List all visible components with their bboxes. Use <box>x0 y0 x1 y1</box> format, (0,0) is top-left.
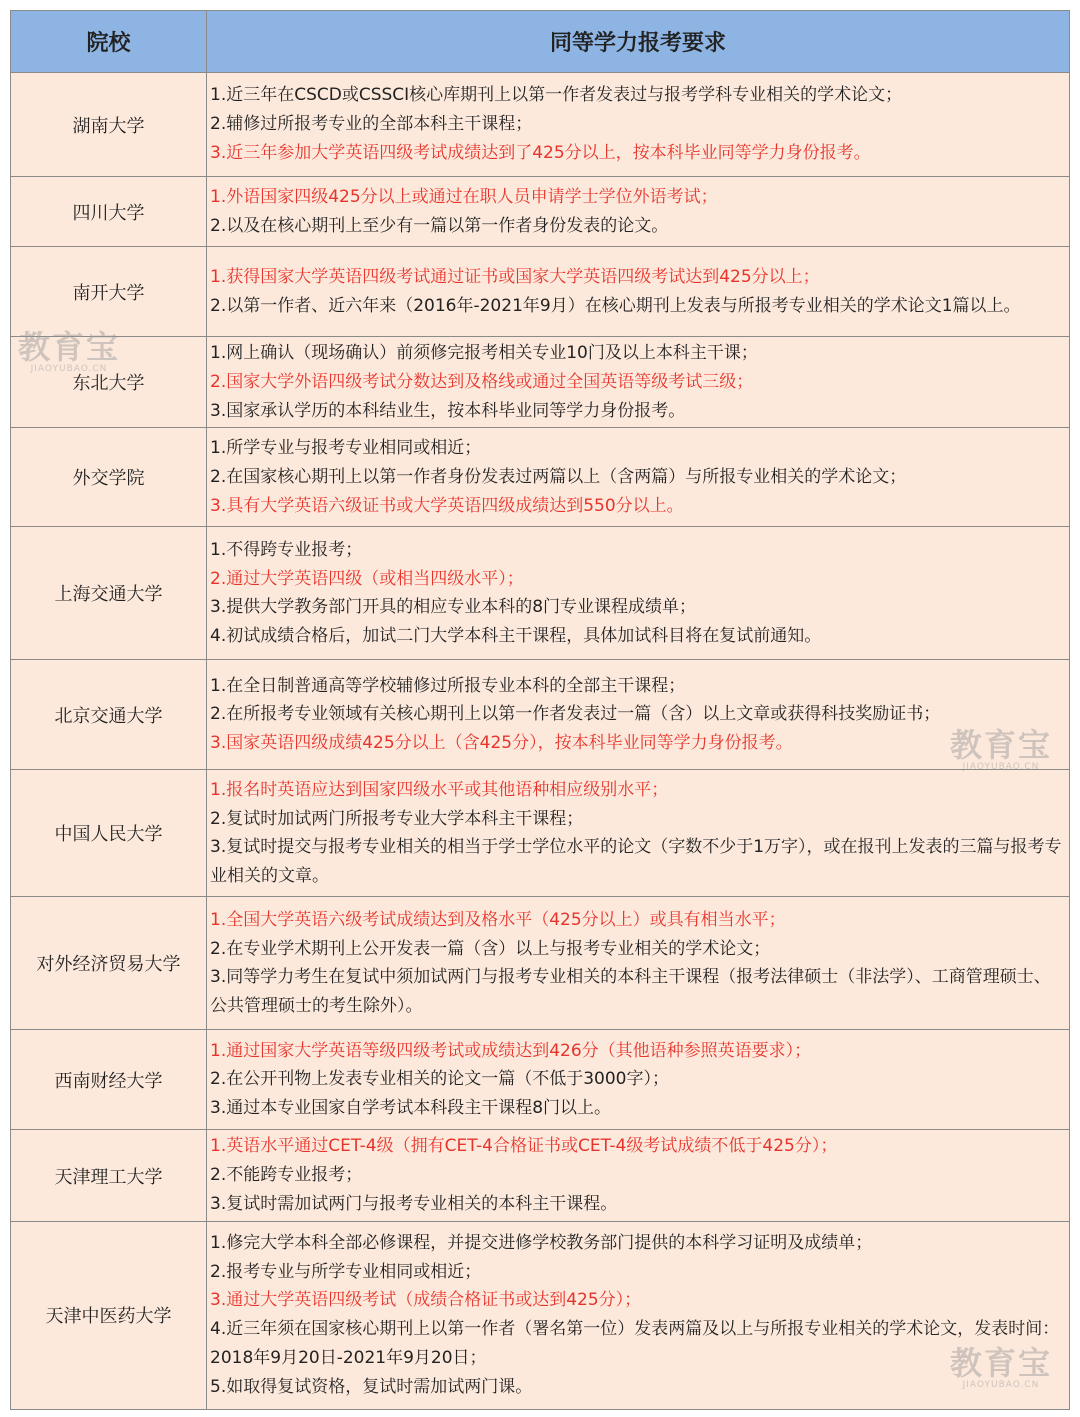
requirement-line: 1.不得跨专业报考； <box>210 539 363 560</box>
watermark-url: JIAOYUBAO.CN <box>962 762 1040 772</box>
school-name: 湖南大学 <box>11 73 207 177</box>
requirement-line: 5.如取得复试资格，复试时需加试两门课。 <box>210 1376 533 1397</box>
requirement-line-highlighted: 3.近三年参加大学英语四级考试成绩达到了425分以上，按本科毕业同等学力身份报考。 <box>210 142 871 163</box>
requirement-line-highlighted: 3.通过大学英语四级考试（成绩合格证书或达到425分）； <box>210 1290 642 1311</box>
table-row <box>11 527 1070 660</box>
requirement-cell <box>207 660 1070 770</box>
requirement-line: 1.所学专业与报考专业相同或相近； <box>210 438 482 459</box>
requirement-line: 2.报考专业与所学专业相同或相近； <box>210 1261 482 1282</box>
table-row <box>11 897 1070 1030</box>
requirements-table-wrapper <box>10 10 1070 1410</box>
requirement-line-highlighted: 1.获得国家大学英语四级考试通过证书或国家大学英语四级考试达到425分以上； <box>210 266 820 287</box>
requirement-line: 2.以第一作者、近六年来（2016年-2021年9月）在核心期刊上发表与所报考专业相关的学术论文1篇以上。 <box>210 295 1021 316</box>
header-requirement: 同等学力报考要求 <box>207 11 1070 73</box>
watermark-text: 教育宝 <box>950 726 1053 764</box>
requirement-cell <box>207 527 1070 660</box>
requirement-cell <box>207 337 1070 428</box>
watermark-text: 教育宝 <box>950 1344 1053 1382</box>
requirement-line: 1.在全日制普通高等学校辅修过所报专业本科的全部主干课程； <box>210 675 686 696</box>
requirement-line: 4.初试成绩合格后，加试二门大学本科主干课程，具体加试科目将在复试前通知。 <box>210 626 822 647</box>
requirement-line-highlighted: 3.具有大学英语六级证书或大学英语四级成绩达到550分以上。 <box>210 495 684 516</box>
school-name: 北京交通大学 <box>11 660 207 770</box>
watermark-url: JIAOYUBAO.CN <box>962 1380 1040 1390</box>
table-row <box>11 337 1070 428</box>
requirement-cell <box>207 428 1070 527</box>
requirement-line: 2.复试时加试两门所报考专业大学本科主干课程； <box>210 808 584 829</box>
table-row <box>11 660 1070 770</box>
requirement-line-highlighted: 3.国家英语四级成绩425分以上（含425分），按本科毕业同等学力身份报考。 <box>210 733 793 754</box>
requirement-line: 3.通过本专业国家自学考试本科段主干课程8门以上。 <box>210 1098 612 1119</box>
requirement-line: 1.修完大学本科全部必修课程，并提交进修学校教务部门提供的本科学习证明及成绩单； <box>210 1232 873 1253</box>
requirement-cell <box>207 1130 1070 1221</box>
requirement-cell <box>207 177 1070 247</box>
school-name: 上海交通大学 <box>11 527 207 660</box>
school-name: 四川大学 <box>11 177 207 247</box>
school-name: 外交学院 <box>11 428 207 527</box>
requirement-line: 2.以及在核心期刊上至少有一篇以第一作者身份发表的论文。 <box>210 215 669 236</box>
requirement-line: 4.近三年须在国家核心期刊上以第一作者（署名第一位）发表两篇及以上与所报专业相关的学术论文，发表时间：2018年9月20日-2021年9月20日； <box>210 1319 1060 1369</box>
requirement-line: 2.在公开刊物上发表专业相关的论文一篇（不低于3000字）； <box>210 1069 669 1090</box>
table-row <box>11 73 1070 177</box>
requirement-line-highlighted: 2.国家大学外语四级考试分数达到及格线或通过全国英语等级考试三级； <box>210 371 754 392</box>
requirement-line: 1.近三年在CSCD或CSSCI核心库期刊上以第一作者发表过与报考学科专业相关的学术论文； <box>210 85 903 106</box>
school-name: 天津中医药大学 <box>11 1221 207 1409</box>
school-name: 西南财经大学 <box>11 1030 207 1130</box>
table-row <box>11 1130 1070 1221</box>
requirement-line: 3.复试时提交与报考专业相关的相当于学士学位水平的论文（字数不少于1万字），或在报刊上发表的三篇与报考专业相关的文章。 <box>210 837 1062 887</box>
requirement-line: 3.国家承认学历的本科结业生，按本科毕业同等学力身份报考。 <box>210 400 686 421</box>
requirement-line: 2.在专业学术期刊上公开发表一篇（含）以上与报考专业相关的学术论文； <box>210 938 771 959</box>
school-name: 天津理工大学 <box>11 1130 207 1221</box>
requirement-line: 1.网上确认（现场确认）前须修完报考相关专业10门及以上本科主干课； <box>210 343 758 363</box>
requirement-line: 3.提供大学教务部门开具的相应专业本科的8门专业课程成绩单； <box>210 597 697 618</box>
requirement-cell <box>207 73 1070 177</box>
requirement-line-highlighted: 1.报名时英语应达到国家四级水平或其他语种相应级别水平； <box>210 779 669 800</box>
requirement-cell <box>207 247 1070 337</box>
requirement-line: 3.同等学力考生在复试中须加试两门与报考专业相关的本科主干课程（报考法律硕士（非法学）、工商管理硕士、公共管理硕士的考生除外）。 <box>210 967 1051 1017</box>
table-row <box>11 1221 1070 1409</box>
requirement-line: 2.辅修过所报考专业的全部本科主干课程； <box>210 114 533 135</box>
table-row <box>11 177 1070 247</box>
school-name: 南开大学 <box>11 247 207 337</box>
watermark-text: 教育宝 <box>18 328 121 366</box>
table-row <box>11 428 1070 527</box>
requirement-line: 3.复试时需加试两门与报考专业相关的本科主干课程。 <box>210 1193 618 1214</box>
requirement-line-highlighted: 1.外语国家四级425分以上或通过在职人员申请学士学位外语考试； <box>210 186 718 207</box>
requirement-line-highlighted: 1.通过国家大学英语等级四级考试或成绩达到426分（其他语种参照英语要求）； <box>210 1040 812 1061</box>
school-name: 中国人民大学 <box>11 770 207 897</box>
requirement-cell <box>207 1030 1070 1130</box>
requirement-cell <box>207 770 1070 897</box>
requirement-line: 2.在国家核心期刊上以第一作者身份发表过两篇以上（含两篇）与所报专业相关的学术论文； <box>210 466 907 487</box>
table-body <box>11 73 1070 1410</box>
table-row <box>11 770 1070 897</box>
requirement-line-highlighted: 1.全国大学英语六级考试成绩达到及格水平（425分以上）或具有相当水平； <box>210 909 786 930</box>
school-name: 对外经济贸易大学 <box>11 897 207 1030</box>
requirement-line-highlighted: 2.通过大学英语四级（或相当四级水平）； <box>210 568 524 589</box>
requirement-line: 2.在所报考专业领域有关核心期刊上以第一作者发表过一篇（含）以上文章或获得科技奖励证书； <box>210 704 941 725</box>
requirement-cell <box>207 897 1070 1030</box>
requirement-line-highlighted: 1.英语水平通过CET-4级（拥有CET-4合格证书或CET-4级考试成绩不低于425分）； <box>210 1136 838 1157</box>
requirement-line: 2.不能跨专业报考； <box>210 1165 363 1186</box>
requirement-cell <box>207 1221 1070 1409</box>
table-header-row <box>11 11 1070 73</box>
table-row <box>11 247 1070 337</box>
table-row <box>11 1030 1070 1130</box>
school-name: 东北大学 <box>11 337 207 428</box>
header-school: 院校 <box>11 11 207 73</box>
watermark-url: JIAOYUBAO.CN <box>30 364 108 374</box>
requirements-table <box>10 10 1070 1410</box>
